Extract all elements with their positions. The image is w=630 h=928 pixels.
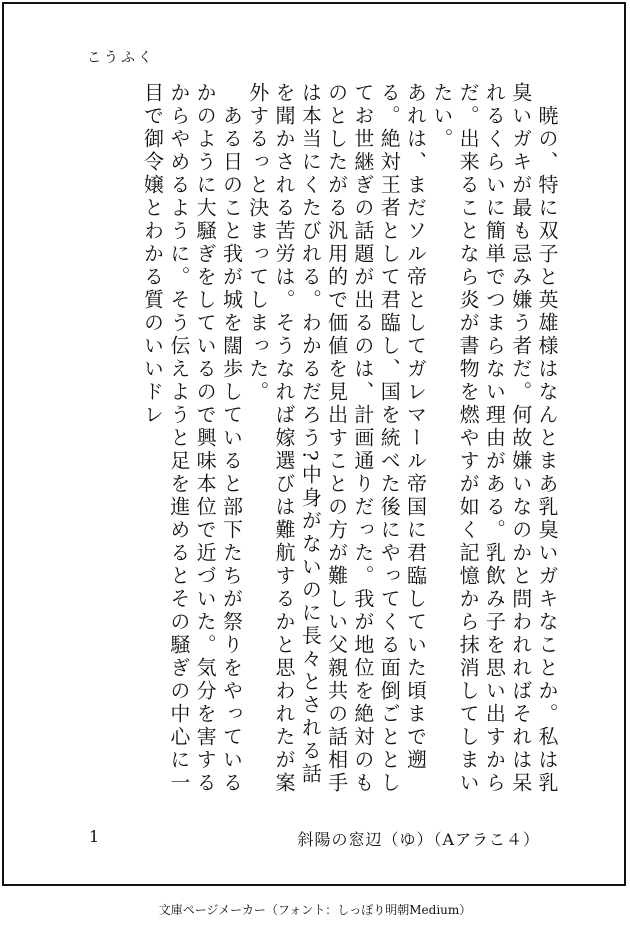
page-frame bbox=[2, 2, 626, 886]
header-label: こうふく bbox=[87, 50, 155, 66]
body-text bbox=[86, 82, 560, 802]
paragraph: ある日のこと我が城を闊歩していると部下たちが祭りをやっているかのように大騒ぎをしているので興味本位で近づいた。気分を害するからやめるように。そう伝えようと足を進めるとその騒ぎの中心に一目で御令嬢とわかる質のいいドレ bbox=[140, 82, 244, 795]
paragraph: あれは、まだソル帝としてガレマール帝国に君臨していた頃まで遡る。絶対王者として君臨し、国を統べた後にやってくる面倒ごととしてお世継ぎの話題が出るのは、計画通りだった。我が地位を絶対のものとしたがる汎用的で価値を見出すことの方が難しい父親共の話相手は本当にくたびれる。わかるだろう?中身がないのに長々とされる話を聞かされる苦労は。そうなれば嫁選びは難航するかと思われたが案外するっと決まってしまった。 bbox=[245, 82, 428, 795]
paragraph: 暁の、特に双子と英雄様はなんとまあ乳臭いガキなことか。私は乳臭いガキが最も忌み嫌う者だ。何故嫌いなのかと問われればそれは呆れるくらいに簡単でつまらない理由がある。乳飲み子を思い出すからだ。出来ることなら炎が書物を燃やすが如く記憶から抹消してしまいたい。 bbox=[429, 82, 559, 795]
page-number: 1 bbox=[89, 827, 100, 846]
running-title: 斜陽の窓辺（ゆ）（Aアラこ４） bbox=[297, 830, 540, 849]
generator-credit: 文庫ページメーカー（フォント：しっぽり明朝Medium） bbox=[158, 903, 472, 917]
